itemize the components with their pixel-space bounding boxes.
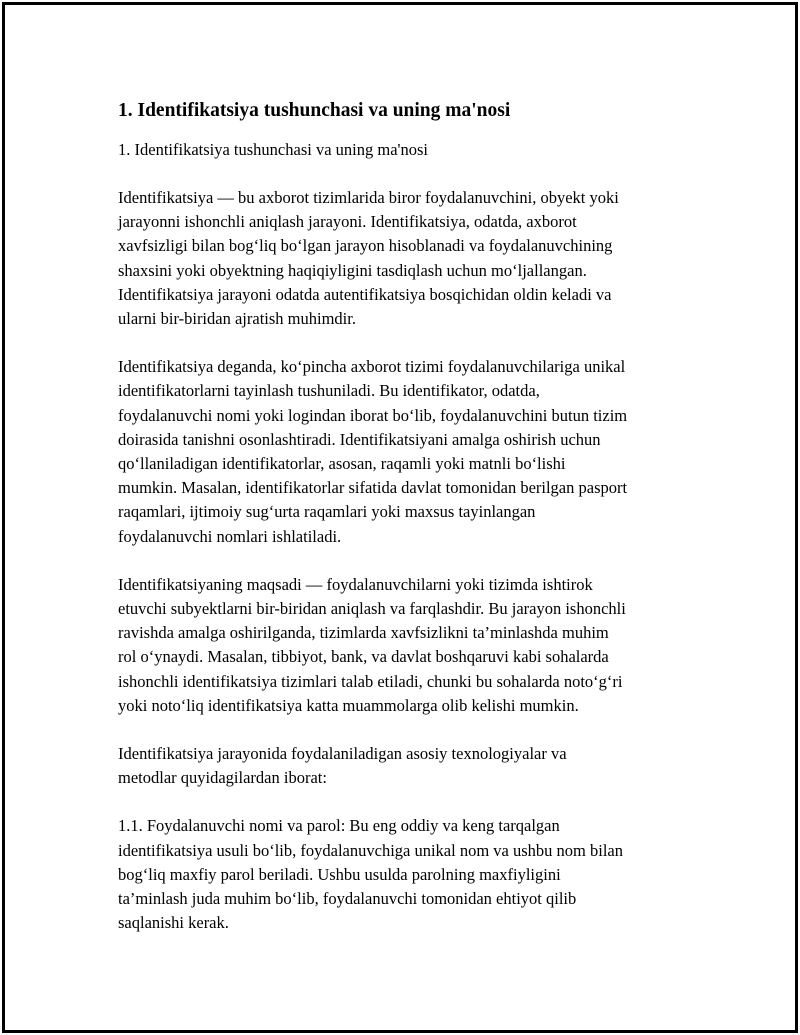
document-content	[118, 98, 698, 935]
paragraph-technologies-intro: Identifikatsiya jarayonida foydalaniladigan asosiy texnologiyalar va metodlar quyidagilardan iborat:	[118, 744, 567, 788]
paragraph-username-password: 1.1. Foydalanuvchi nomi va parol: Bu eng oddiy va keng tarqalgan identifikatsiya usuli bo‘lib, foydalanuvchiga unikal nom va ushbu nom bilan bog‘liq maxfiy parol beriladi. Ushbu usulda parolning maxfiyligini ta’minlash juda muhim bo‘lib, foydalanuvchi tomonidan ehtiyot qilib saqlanishi kerak.	[118, 816, 623, 933]
section-subheading: 1. Identifikatsiya tushunchasi va uning ma'nosi	[118, 140, 429, 159]
paragraph-purpose: Identifikatsiyaning maqsadi — foydalanuvchilarni yoki tizimda ishtirok etuvchi subyektlarni bir-biridan aniqlash va farqlashdir. Bu jarayon ishonchli ravishda amalga oshirilganda, tizimlarda xavfsizlikni ta’minlashda muhim rol o‘ynaydi. Masalan, tibbiyot, bank, va davlat boshqaruvi kabi sohalarda ishonchli identifikatsiya tizimlari talab etiladi, chunki bu sohalarda noto‘g‘ri yoki noto‘liq identifikatsiya katta muammolarga olib kelishi mumkin.	[118, 574, 626, 715]
paragraph-definition: Identifikatsiya — bu axborot tizimlarida biror foydalanuvchini, obyekt yoki jarayonni ishonchli aniqlash jarayoni. Identifikatsiya, odatda, axborot xavfsizligi bilan bog‘liq bo‘lgan jarayon hisoblanadi va foydalanuvchining shaxsini yoki obyektning haqiqiyligini tasdiqlash uchun mo‘ljallangan. Identifikatsiya jarayoni odatda autentifikatsiya bosqichidan oldin keladi va ularni bir-biridan ajratish muhimdir.	[118, 188, 619, 329]
page-frame	[2, 2, 798, 1033]
document-heading: 1. Identifikatsiya tushunchasi va uning ma'nosi	[118, 100, 511, 121]
paragraph-identifiers: Identifikatsiya deganda, ko‘pincha axborot tizimi foydalanuvchilariga unikal identifikatorlarni tayinlash tushuniladi. Bu identifikator, odatda, foydalanuvchi nomi yoki logindan iborat bo‘lib, foydalanuvchini butun tizim doirasida tanishni osonlashtiradi. Identifikatsiyani amalga oshirish uchun qo‘llaniladigan identifikatorlar, asosan, raqamli yoki matnli bo‘lishi mumkin. Masalan, identifikatorlar sifatida davlat tomonidan berilgan pasport raqamlari, ijtimoiy sug‘urta raqamlari yoki maxsus tayinlangan foydalanuvchi nomlari ishlatiladi.	[118, 357, 628, 546]
